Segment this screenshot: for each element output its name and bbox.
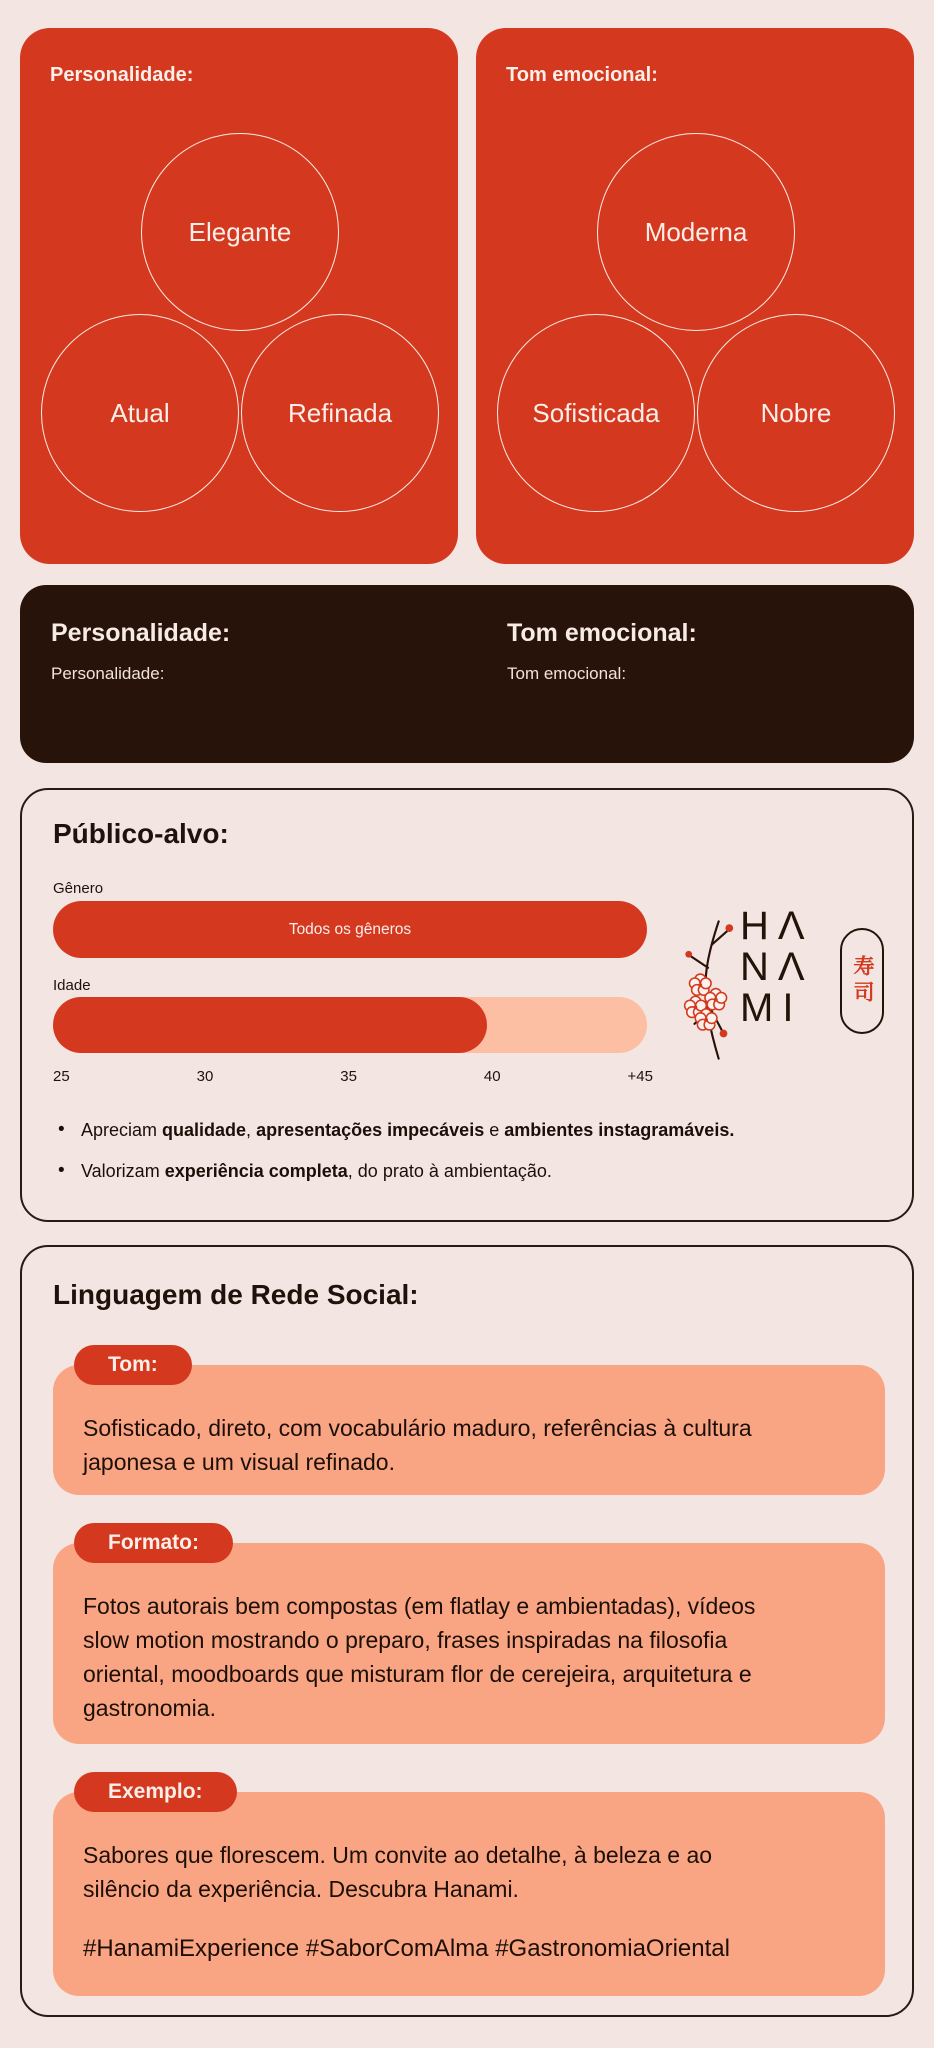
gender-label: Gênero — [53, 880, 104, 897]
bullet-dot: • — [58, 1160, 65, 1181]
bullet-text: Apreciam — [81, 1120, 163, 1140]
personality-card — [20, 28, 458, 564]
bullet-text-bold: qualidade — [162, 1120, 247, 1140]
gender-value-label: Todos os gêneros — [288, 920, 412, 938]
age-tick: +45 — [627, 1068, 653, 1085]
age-tick: 40 — [483, 1068, 501, 1085]
age-tick: 25 — [53, 1068, 70, 1085]
circle-label: Refinada — [287, 397, 393, 428]
age-range-bar — [53, 997, 647, 1053]
summary-heading: Personalidade: — [51, 619, 231, 647]
summary-subtext: Tom emocional: — [507, 664, 627, 683]
target-audience-card — [20, 788, 914, 1222]
circle-label: Sofisticada — [532, 397, 660, 428]
personality-circle-3 — [241, 314, 439, 512]
bullet-text: e — [484, 1120, 505, 1140]
example-section — [53, 1780, 885, 1996]
bullet-text-bold: ambientes instagramáveis. — [504, 1120, 735, 1140]
wordmark-line: MI — [740, 986, 803, 1030]
hanami-wordmark — [740, 906, 814, 1029]
personality-circle-1 — [141, 133, 339, 331]
age-tick: 30 — [196, 1068, 214, 1085]
age-label: Idade — [53, 977, 91, 994]
bullet-text: Valorizam — [81, 1161, 165, 1181]
bullet-text: , — [246, 1120, 257, 1140]
tone-box — [53, 1365, 885, 1495]
bullet-text-bold: experiência completa — [164, 1161, 348, 1181]
emotional-circle-3 — [697, 314, 895, 512]
example-box — [53, 1792, 885, 1996]
target-audience-title: Público-alvo: — [53, 818, 229, 849]
summary-subtext: Personalidade: — [51, 664, 165, 683]
example-tag: Exemplo: — [74, 1772, 237, 1812]
personality-card-title: Personalidade: — [50, 64, 194, 86]
summary-emotional-column — [507, 619, 697, 684]
summary-heading: Tom emocional: — [507, 619, 697, 647]
wordmark-line: HΛ — [740, 904, 814, 948]
summary-personality-column — [51, 619, 230, 684]
emotional-circle-2 — [497, 314, 695, 512]
age-scale — [53, 1068, 653, 1085]
bullet-text: , do prato à ambientação. — [347, 1161, 552, 1181]
circle-label: Elegante — [188, 216, 292, 247]
bullet-text-bold: apresentações impecáveis — [256, 1120, 485, 1140]
cherry-blossom-icon — [680, 916, 738, 1064]
bullet-dot: • — [58, 1119, 65, 1140]
tone-tag: Tom: — [74, 1345, 192, 1385]
format-body: Fotos autorais bem compostas (em flatlay e ambientadas), vídeos slow motion mostrando o preparo, frases inspiradas na filosofia oriental, moodboards que misturam flor de cerejeira, arquitetura e gastronomia. — [83, 1593, 756, 1721]
wordmark-line: NΛ — [740, 945, 814, 989]
format-box — [53, 1543, 885, 1744]
sushi-kanji-badge — [840, 928, 884, 1034]
format-tag: Formato: — [74, 1523, 233, 1563]
emotional-tone-card — [476, 28, 914, 564]
social-language-card — [20, 1245, 914, 2017]
circle-label: Atual — [110, 397, 170, 428]
circle-label: Nobre — [760, 397, 832, 428]
personality-circle-2 — [41, 314, 239, 512]
summary-card — [20, 585, 914, 763]
age-tick: 35 — [340, 1068, 357, 1085]
emotional-tone-card-title: Tom emocional: — [506, 64, 658, 86]
sushi-kanji-text: 寿司 — [851, 955, 874, 1007]
age-range-fill — [53, 997, 487, 1053]
example-hashtags: #HanamiExperience #SaborComAlma #GastronomiaOriental — [83, 1935, 730, 1962]
gender-value-bar — [53, 901, 647, 958]
tone-section — [53, 1353, 885, 1495]
circle-label: Moderna — [644, 216, 748, 247]
list-item — [58, 1120, 734, 1141]
tone-body: Sofisticado, direto, com vocabulário maduro, referências à cultura japonesa e um visual refinado. — [83, 1415, 752, 1475]
audience-bullet-list — [58, 1120, 734, 1202]
list-item — [58, 1161, 734, 1182]
emotional-circle-1 — [597, 133, 795, 331]
example-body: Sabores que florescem. Um convite ao detalhe, à beleza e ao silêncio da experiência. Descubra Hanami. — [83, 1842, 713, 1902]
social-language-title: Linguagem de Rede Social: — [53, 1279, 419, 1310]
format-section — [53, 1531, 885, 1744]
